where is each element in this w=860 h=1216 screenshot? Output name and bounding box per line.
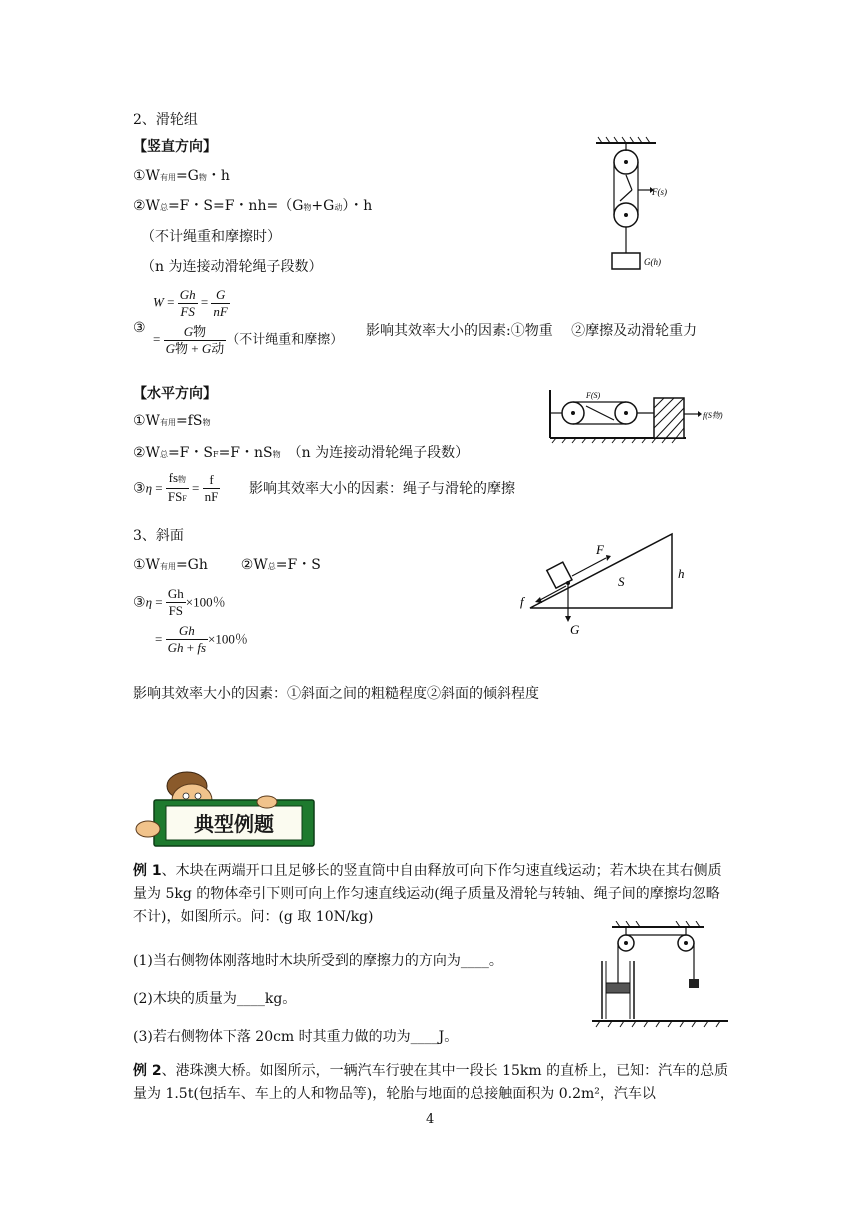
incline-F-label: F: [596, 542, 604, 557]
example1-question-2: (2)木块的质量为____kg。: [133, 991, 297, 1007]
horizontal-pulley-friction-label: f(S物): [703, 411, 723, 420]
horizontal-pulley-figure: [546, 376, 736, 446]
incline-f-label: f: [520, 594, 524, 609]
vertical-note-1: （不计绳重和摩擦时）: [141, 229, 281, 245]
incline-efficiency: ③η = $\frac{Gh}{FS}$ ×100％ = $\frac{Gh}{Gh + fs}$ ×100％: [133, 586, 248, 655]
banner-text: 典型例题: [194, 812, 274, 836]
vertical-note-2: （n 为连接动滑轮绳子段数）: [141, 259, 323, 275]
example1-question-3: (3)若右侧物体下落 20cm 时其重力做的功为____J。: [133, 1029, 459, 1045]
vertical-useful-work: ①W有用=G物・h: [133, 168, 230, 184]
section2-heading: 2、滑轮组: [133, 112, 198, 128]
vertical-pulley-weight-label: G(h): [644, 257, 661, 267]
vertical-total-work: ②W总=F・S=F・nh=（G物+G动）・h: [133, 198, 373, 214]
horizontal-total-work: ②W总=F・SF=F・nS物 （n 为连接动滑轮绳子段数）: [133, 445, 470, 461]
vertical-efficiency-number: ③: [133, 320, 146, 336]
vertical-efficiency-formula: W = $\frac{Gh}{FS}$ = $\frac{G}{nF}$ = $\frac{\text{G物}}{\text{G物 + G动}}$ （不计绳重和摩擦）: [153, 287, 344, 356]
horizontal-title: 【水平方向】: [133, 386, 217, 402]
example1-question-1: (1)当右侧物体刚落地时木块所受到的摩擦力的方向为____。: [133, 953, 503, 969]
incline-G-label: G: [570, 622, 580, 637]
vertical-factors: 影响其效率大小的因素:①物重 ②摩擦及动滑轮重力: [366, 323, 698, 339]
incline-figure: [512, 528, 702, 640]
example-banner: [132, 764, 328, 854]
horizontal-pulley-force-label: F(S): [586, 391, 601, 400]
example2-paragraph: 例 2、港珠澳大桥。如图所示，一辆汽车行驶在其中一段长 15km 的直桥上，已知：汽车的总质量为 1.5t(包括车、车上的人和物品等)，轮胎与地面的总接触面积为 0.2m²，汽车以: [133, 1063, 729, 1102]
incline-h-label: h: [678, 566, 685, 581]
example1-figure: [592, 921, 732, 1033]
vertical-pulley-force-label: F(s): [652, 187, 667, 197]
section3-heading: 3、斜面: [133, 528, 184, 544]
horizontal-factors: 影响其效率大小的因素：绳子与滑轮的摩擦: [249, 481, 515, 497]
vertical-pulley-figure: [588, 135, 698, 275]
page-number: 4: [426, 1112, 435, 1127]
horizontal-efficiency: ③η = $\frac{\text{fs物}}{\text{FSF}}$ = $\frac{f}{nF}$: [133, 470, 219, 504]
example1-paragraph: 例 1、木块在两端开口且足够长的竖直筒中自由释放可向下作匀速直线运动；若木块在其右侧质量为 5kg 的物体牵引下则可向上作匀速直线运动(绳子质量及滑轮与转轴、绳子间的摩擦均忽略不计)，如图所示。问：(g 取 10N/kg): [133, 863, 722, 925]
incline-factors: 影响其效率大小的因素：①斜面之间的粗糙程度②斜面的倾斜程度: [133, 686, 539, 702]
vertical-title: 【竖直方向】: [133, 139, 217, 155]
incline-work-line: ①W有用=Gh ②W总=F・S: [133, 557, 321, 573]
incline-S-label: S: [618, 574, 625, 589]
horizontal-useful-work: ①W有用=fS物: [133, 413, 211, 429]
